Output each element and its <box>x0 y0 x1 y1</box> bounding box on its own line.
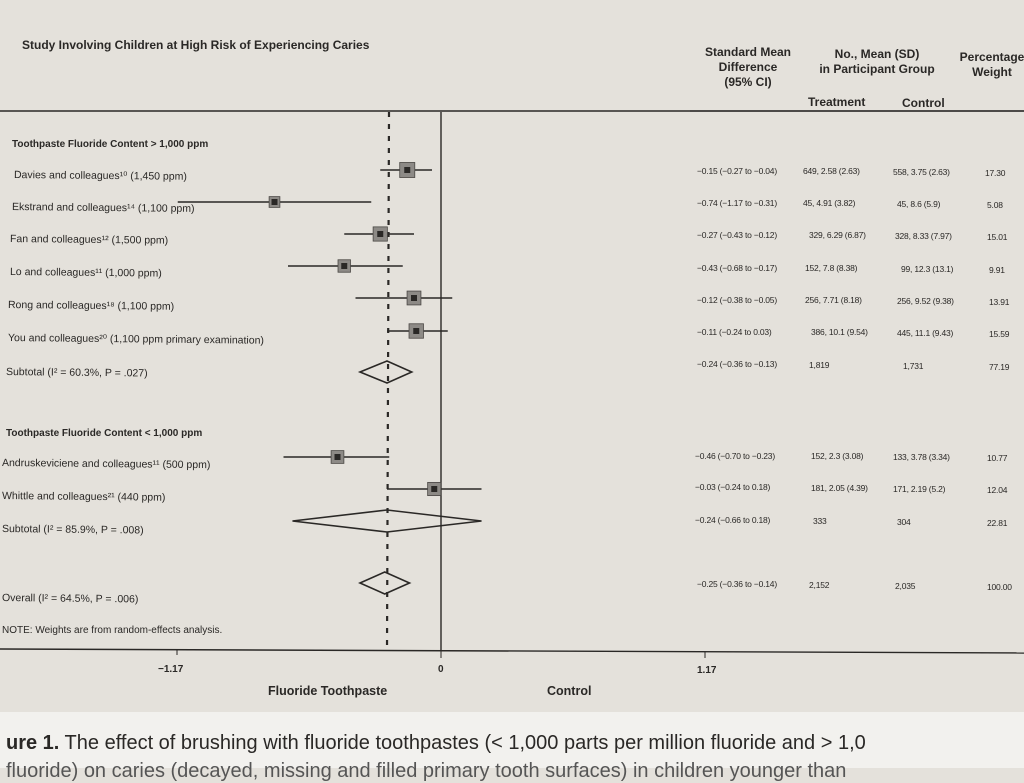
point-estimate <box>413 328 419 334</box>
figure-caption <box>0 712 1024 782</box>
control-value: 2,035 <box>895 581 916 591</box>
treatment-value: 2,152 <box>809 580 830 590</box>
smd-value: −0.27 (−0.43 to −0.12) <box>697 230 777 240</box>
group-heading-low: Toothpaste Fluoride Content < 1,000 ppm <box>6 428 203 439</box>
study-label: Fan and colleagues¹² (1,500 ppm) <box>9 233 169 247</box>
weight-value: 10.77 <box>987 453 1008 463</box>
study-label: Lo and colleagues¹¹ (1,000 ppm) <box>9 266 162 280</box>
control-value: 558, 3.75 (2.63) <box>893 167 950 177</box>
treatment-value: 256, 7.71 (8.18) <box>805 295 862 305</box>
control-value: 45, 8.6 (5.9) <box>897 199 941 209</box>
treatment-value: 45, 4.91 (3.82) <box>803 198 856 208</box>
study-label: Whittle and colleagues²¹ (440 ppm) <box>1 490 166 504</box>
control-value: 133, 3.78 (3.34) <box>893 452 950 462</box>
control-value: 256, 9.52 (9.38) <box>897 296 954 306</box>
subtotal-label: Subtotal (I² = 85.9%, P = .008) <box>1 523 144 537</box>
participants-column-header: No., Mean (SD) in Participant Group <box>819 47 935 76</box>
x-tick-label-left: −1.17 <box>158 664 184 675</box>
control-value: 1,731 <box>903 361 924 371</box>
control-column-header: Control <box>902 96 945 110</box>
smd-value: −0.43 (−0.68 to −0.17) <box>697 263 777 273</box>
smd-value: −0.11 (−0.24 to 0.03) <box>697 327 772 337</box>
smd-value: −0.25 (−0.36 to −0.14) <box>697 579 777 589</box>
study-label: Davies and colleagues¹⁰ (1,450 ppm) <box>13 169 187 183</box>
smd-value: −0.03 (−0.24 to 0.18) <box>695 482 771 492</box>
weight-value: 9.91 <box>989 265 1005 275</box>
overall-label: Overall (I² = 64.5%, P = .006) <box>1 592 139 606</box>
weight-value: 13.91 <box>989 297 1010 307</box>
study-label: Ekstrand and colleagues¹⁴ (1,100 ppm) <box>11 201 195 215</box>
treatment-value: 329, 6.29 (6.87) <box>809 230 866 240</box>
summary-diamond <box>360 361 412 383</box>
x-tick-label-right: 1.17 <box>697 665 717 676</box>
x-tick-label-zero: 0 <box>438 664 444 675</box>
weight-value: 22.81 <box>987 518 1008 528</box>
weight-value: 5.08 <box>987 200 1003 210</box>
treatment-value: 152, 2.3 (3.08) <box>811 451 864 461</box>
weight-value: 77.19 <box>989 362 1010 372</box>
study-label: Andruskeviciene and colleagues¹¹ (500 ppm) <box>1 457 211 472</box>
weight-column-header: Percentage Weight <box>959 50 1024 79</box>
group-heading-high: Toothpaste Fluoride Content > 1,000 ppm <box>12 139 209 150</box>
smd-value: −0.74 (−1.17 to −0.31) <box>697 198 777 208</box>
caption-figure-number: ure 1. <box>6 732 60 754</box>
treatment-value: 386, 10.1 (9.54) <box>811 327 868 337</box>
point-estimate <box>341 263 347 269</box>
control-value: 99, 12.3 (13.1) <box>901 264 954 274</box>
point-estimate <box>272 199 278 205</box>
treatment-value: 152, 7.8 (8.38) <box>805 263 858 273</box>
treatment-value: 333 <box>813 516 827 526</box>
smd-column-header: Standard Mean Difference (95% CI) <box>704 45 791 89</box>
caption-line-2: fluoride) on caries (decayed, missing and filled primary tooth surfaces) in children younger than <box>6 760 847 782</box>
forest-marks <box>178 162 482 594</box>
control-value: 304 <box>897 517 911 527</box>
study-label: Rong and colleagues¹⁸ (1,100 ppm) <box>7 299 175 313</box>
weight-value: 100.00 <box>987 582 1012 592</box>
weights-note: NOTE: Weights are from random-effects analysis. <box>2 625 223 636</box>
weight-value: 15.59 <box>989 329 1010 339</box>
subtotal-label: Subtotal (I² = 60.3%, P = .027) <box>5 366 148 380</box>
bottom-rule <box>0 649 1024 653</box>
summary-diamond <box>360 572 410 594</box>
smd-value: −0.46 (−0.70 to −0.23) <box>695 451 775 461</box>
point-estimate <box>431 486 437 492</box>
weight-value: 15.01 <box>987 232 1008 242</box>
point-estimate <box>411 295 417 301</box>
plot-title: Study Involving Children at High Risk of Experiencing Caries <box>22 38 370 52</box>
control-value: 171, 2.19 (5.2) <box>893 484 946 494</box>
smd-value: −0.24 (−0.66 to 0.18) <box>695 515 771 525</box>
treatment-value: 649, 2.58 (2.63) <box>803 166 860 176</box>
point-estimate <box>377 231 383 237</box>
control-value: 328, 8.33 (7.97) <box>895 231 952 241</box>
treatment-column-header: Treatment <box>808 95 866 109</box>
study-label: You and colleagues²⁰ (1,100 ppm primary examination) <box>7 332 265 347</box>
x-label-right: Control <box>547 684 592 698</box>
point-estimate <box>404 167 410 173</box>
caption-line-1: The effect of brushing with fluoride toothpastes (< 1,000 parts per million fluoride and > 1,0 <box>59 732 866 754</box>
treatment-value: 181, 2.05 (4.39) <box>811 483 868 493</box>
smd-value: −0.24 (−0.36 to −0.13) <box>697 359 777 369</box>
x-label-left: Fluoride Toothpaste <box>268 684 388 698</box>
smd-value: −0.15 (−0.27 to −0.04) <box>697 166 777 176</box>
smd-value: −0.12 (−0.38 to −0.05) <box>697 295 777 305</box>
weight-value: 12.04 <box>987 485 1008 495</box>
control-value: 445, 11.1 (9.43) <box>897 328 954 338</box>
point-estimate <box>335 454 341 460</box>
treatment-value: 1,819 <box>809 360 830 370</box>
weight-value: 17.30 <box>985 168 1006 178</box>
